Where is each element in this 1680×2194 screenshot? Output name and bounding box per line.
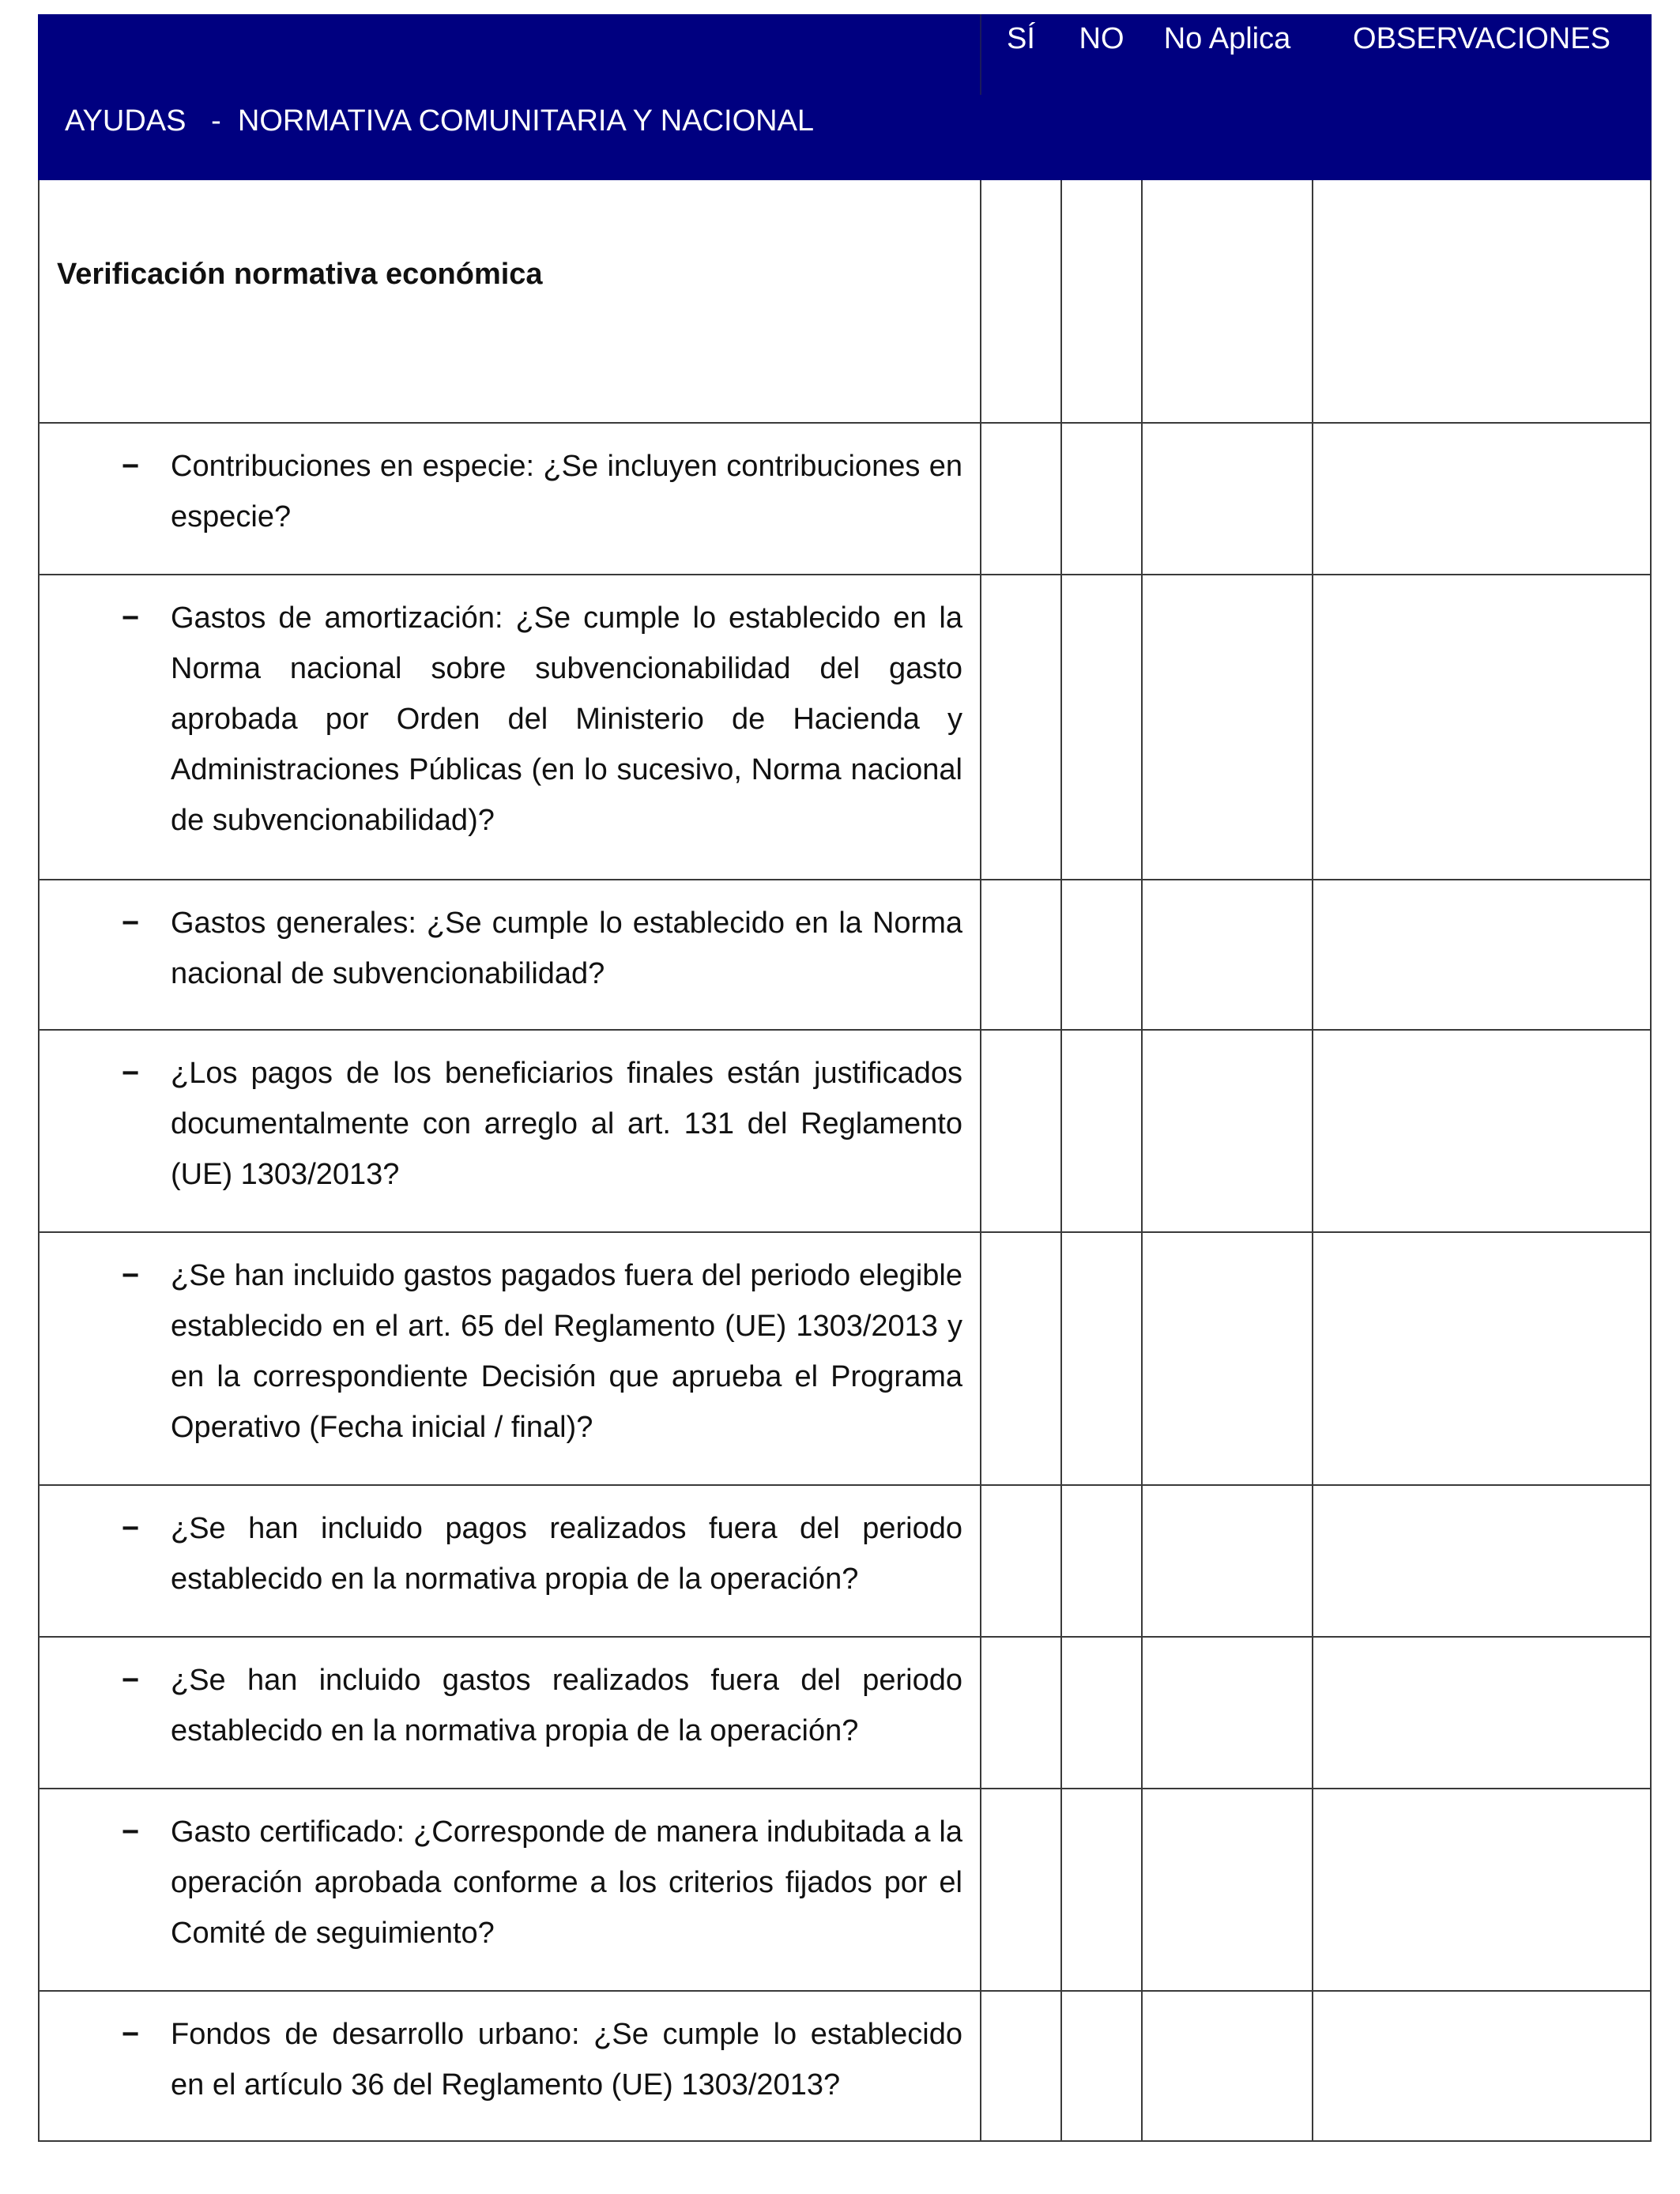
question-cell [39, 1789, 981, 1991]
si-cell[interactable] [981, 575, 1061, 880]
checklist-row [39, 423, 1651, 575]
si-cell[interactable] [981, 1789, 1061, 1991]
no-cell[interactable] [1061, 1789, 1142, 1991]
question-cell [39, 1637, 981, 1789]
observaciones-cell[interactable] [1313, 575, 1651, 880]
question-cell [39, 1232, 981, 1485]
question-text: ¿Se han incluido pagos realizados fuera del periodo establecido en la normativa propia de la operación? [171, 1512, 962, 1596]
no-aplica-cell[interactable] [1142, 1991, 1313, 2141]
question-text: ¿Se han incluido gastos pagados fuera del periodo elegible establecido en el art. 65 del Reglamento (UE) 1303/2013 y en la correspondiente Decisión que aprueba el Programa Operativo (Fecha inicial / final)? [171, 1259, 962, 1444]
no-aplica-cell[interactable] [1142, 1789, 1313, 1991]
question-text: Contribuciones en especie: ¿Se incluyen contribuciones en especie? [171, 450, 962, 533]
question-cell [39, 423, 981, 575]
checklist-row [39, 1485, 1651, 1637]
question-text: Fondos de desarrollo urbano: ¿Se cumple lo establecido en el artículo 36 del Reglamento (UE) 1303/2013? [171, 2018, 962, 2102]
header-si: SÍ [981, 15, 1061, 96]
section-title-row [39, 179, 1651, 423]
header-no: NO [1061, 15, 1142, 96]
question-cell [39, 575, 981, 880]
bullet-dash: − [122, 601, 140, 635]
observaciones-cell[interactable] [1313, 179, 1651, 423]
no-aplica-cell[interactable] [1142, 423, 1313, 575]
no-cell[interactable] [1061, 1637, 1142, 1789]
section-band-row [39, 96, 1651, 179]
no-aplica-cell[interactable] [1142, 1637, 1313, 1789]
bullet-dash: − [122, 907, 140, 940]
si-cell[interactable] [981, 1030, 1061, 1232]
bullet-dash: − [122, 1259, 140, 1292]
observaciones-cell[interactable] [1313, 423, 1651, 575]
no-cell[interactable] [1061, 179, 1142, 423]
no-aplica-cell[interactable] [1142, 1232, 1313, 1485]
column-header-row [39, 15, 1651, 96]
no-aplica-cell[interactable] [1142, 880, 1313, 1030]
question-text: ¿Los pagos de los beneficiarios finales están justificados documentalmente con arreglo al art. 131 del Reglamento (UE) 1303/2013? [171, 1057, 962, 1191]
si-cell[interactable] [981, 880, 1061, 1030]
si-cell[interactable] [981, 179, 1061, 423]
si-cell[interactable] [981, 1232, 1061, 1485]
si-cell[interactable] [981, 423, 1061, 575]
bullet-dash: − [122, 1664, 140, 1697]
verification-checklist-table [38, 14, 1652, 2142]
no-cell[interactable] [1061, 1030, 1142, 1232]
observaciones-cell[interactable] [1313, 1991, 1651, 2141]
si-cell[interactable] [981, 1991, 1061, 2141]
checklist-row [39, 1232, 1651, 1485]
bullet-dash: − [122, 1057, 140, 1090]
checklist-row [39, 1030, 1651, 1232]
checklist-row [39, 880, 1651, 1030]
question-cell [39, 880, 981, 1030]
observaciones-cell[interactable] [1313, 1030, 1651, 1232]
no-cell[interactable] [1061, 1485, 1142, 1637]
no-aplica-cell[interactable] [1142, 1030, 1313, 1232]
header-blank-cell [39, 15, 981, 96]
question-cell [39, 1030, 981, 1232]
question-text: Gastos generales: ¿Se cumple lo establecido en la Norma nacional de subvencionabilidad? [171, 907, 962, 990]
no-cell[interactable] [1061, 880, 1142, 1030]
observaciones-cell[interactable] [1313, 880, 1651, 1030]
bullet-dash: − [122, 1512, 140, 1545]
no-cell[interactable] [1061, 575, 1142, 880]
si-cell[interactable] [981, 1637, 1061, 1789]
section-band-title: AYUDAS - NORMATIVA COMUNITARIA Y NACIONAL [39, 96, 1651, 179]
header-no-aplica: No Aplica [1142, 15, 1313, 96]
header-observaciones: OBSERVACIONES [1313, 15, 1651, 96]
bullet-dash: − [122, 1815, 140, 1849]
no-cell[interactable] [1061, 1232, 1142, 1485]
question-text: ¿Se han incluido gastos realizados fuera del periodo establecido en la normativa propia de la operación? [171, 1664, 962, 1747]
no-aplica-cell[interactable] [1142, 575, 1313, 880]
observaciones-cell[interactable] [1313, 1637, 1651, 1789]
checklist-row [39, 1991, 1651, 2141]
bullet-dash: − [122, 450, 140, 483]
no-aplica-cell[interactable] [1142, 179, 1313, 423]
checklist-row [39, 1789, 1651, 1991]
observaciones-cell[interactable] [1313, 1789, 1651, 1991]
section-title: Verificación normativa económica [39, 179, 981, 423]
no-cell[interactable] [1061, 1991, 1142, 2141]
bullet-dash: − [122, 2018, 140, 2051]
checklist-row [39, 575, 1651, 880]
question-cell [39, 1485, 981, 1637]
observaciones-cell[interactable] [1313, 1485, 1651, 1637]
checklist-row [39, 1637, 1651, 1789]
si-cell[interactable] [981, 1485, 1061, 1637]
question-text: Gastos de amortización: ¿Se cumple lo establecido en la Norma nacional sobre subvencionabilidad del gasto aprobada por Orden del Ministerio de Hacienda y Administraciones Públicas (en lo sucesivo, Norma nacional de subvencionabilidad)? [171, 601, 962, 837]
observaciones-cell[interactable] [1313, 1232, 1651, 1485]
no-aplica-cell[interactable] [1142, 1485, 1313, 1637]
question-text: Gasto certificado: ¿Corresponde de manera indubitada a la operación aprobada conforme a los criterios fijados por el Comité de seguimiento? [171, 1815, 962, 1950]
question-cell [39, 1991, 981, 2141]
no-cell[interactable] [1061, 423, 1142, 575]
